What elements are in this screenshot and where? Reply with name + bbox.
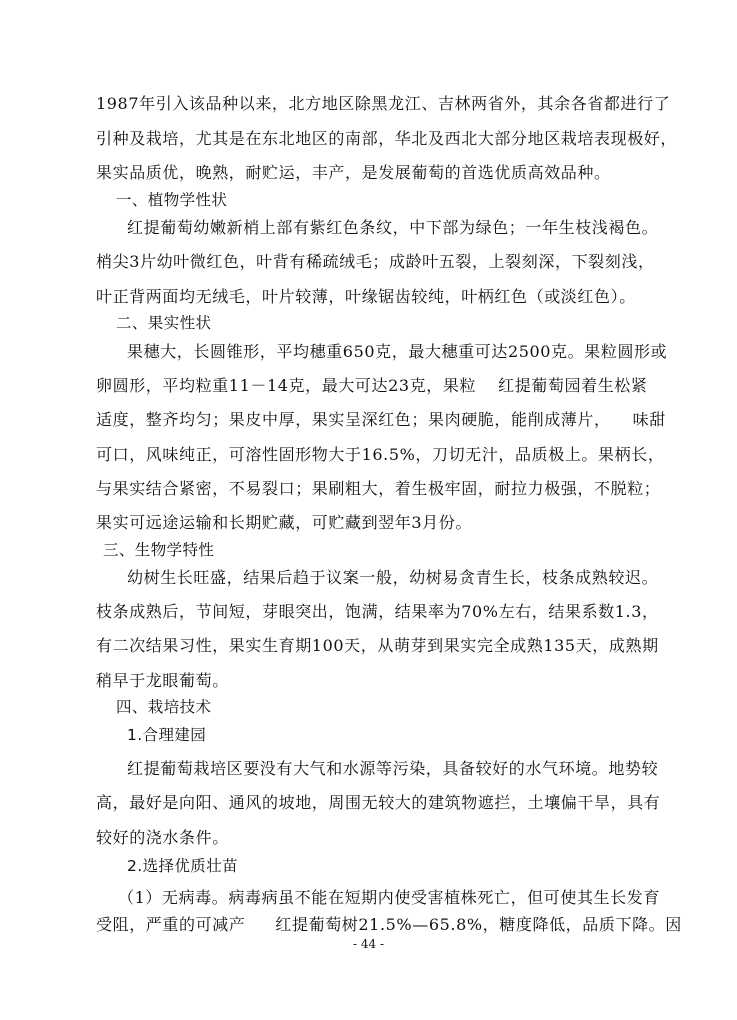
text-line: 红提葡萄幼嫩新梢上部有紫红色条纹，中下部为绿色；一年生枝浅褐色。	[127, 218, 659, 237]
section-heading: 三、生物学特性	[103, 541, 215, 559]
section-heading: 二、果实性状	[116, 314, 212, 332]
text-line: 果穗大，长圆锥形，平均穗重650克，最大穗重可达2500克。果粒圆形或	[127, 342, 668, 361]
subsection-heading: 2.选择优质壮苗	[127, 857, 238, 875]
text-line: 可口，风味纯正，可溶性固形物大于16.5%，刀切无汁，品质极上。果柄长，	[96, 445, 665, 464]
text-line: （1）无病毒。病毒病虽不能在短期内使受害植株死亡，但可使其生长发育	[118, 888, 660, 907]
subsection-heading: 1.合理建园	[127, 726, 207, 744]
text-segment: 卵圆形，平均粒重11－14克，最大可达23克，果粒	[96, 376, 477, 395]
text-segment: 受阻，严重的可减产	[96, 915, 246, 934]
text-line	[96, 376, 656, 396]
text-line: 果实品质优，晚熟，耐贮运，丰产，是发展葡萄的首选优质高效品种。	[96, 163, 611, 182]
text-segment: 红提葡萄树21.5%—65.8%，糖度降低，品质下降。因	[275, 915, 682, 934]
section-heading: 四、栽培技术	[116, 698, 212, 716]
text-line	[96, 410, 666, 430]
text-segment: 适度，整齐均匀；果皮中厚，果实呈深红色；果肉硬脆，能削成薄片，	[96, 410, 611, 429]
text-line: 梢尖3片幼叶微红色，叶背有稀疏绒毛；成龄叶五裂，上裂刻深，下裂刻浅，	[96, 252, 655, 271]
page-number: - 44 -	[352, 937, 384, 951]
text-line: 较好的浇水条件。	[96, 828, 229, 847]
text-line: 与果实结合紧密，不易裂口；果刷粗大，着生极牢固，耐拉力极强，不脱粒；	[96, 479, 661, 498]
section-heading: 一、植物学性状	[116, 191, 228, 209]
text-line: 枝条成熟后，节间短，芽眼突出，饱满，结果率为70%左右，结果系数1.3，	[96, 602, 659, 621]
text-line: 果实可远途运输和长期贮藏，可贮藏到翌年3月份。	[96, 513, 472, 532]
text-segment: 红提葡萄园着生松紧	[498, 376, 648, 395]
text-line: 红提葡萄栽培区要没有大气和水源等污染，具备较好的水气环境。地势较	[127, 759, 659, 778]
text-line: 幼树生长旺盛，结果后趋于议案一般，幼树易贪青生长，枝条成熟较迟。	[127, 568, 659, 587]
text-line: 1987年引入该品种以来，北方地区除黑龙江、吉林两省外，其余各省都进行了	[96, 94, 671, 113]
text-segment: 味甜	[632, 410, 666, 429]
text-line: 高，最好是向阳、通风的坡地，周围无较大的建筑物遮拦，土壤偏干旱，具有	[96, 793, 661, 812]
text-line: 有二次结果习性，果实生育期100天，从萌芽到果实完全成熟135天，成熟期	[96, 636, 659, 655]
text-line: 叶正背两面均无绒毛，叶片较薄，叶缘锯齿较纯，叶柄红色（或淡红色）。	[96, 287, 636, 306]
text-line	[96, 915, 682, 935]
text-line: 引种及栽培，尤其是在东北地区的南部，华北及西北大部分地区栽培表现极好，	[96, 129, 678, 148]
text-line: 稍早于龙眼葡萄。	[96, 671, 229, 690]
